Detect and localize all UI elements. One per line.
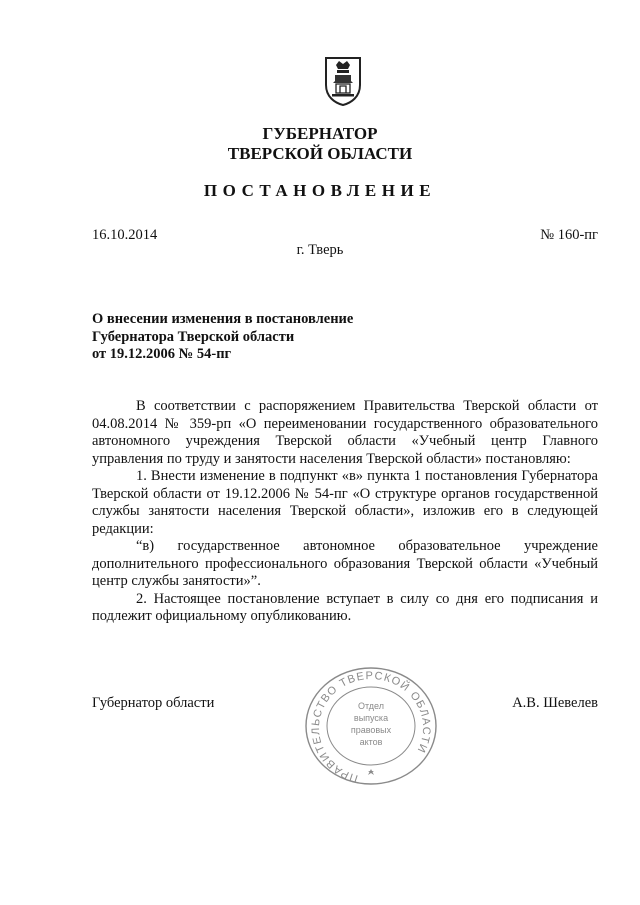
subject-line: О внесении изменения в постановление <box>92 311 354 327</box>
stamp-inner-text: Отдел <box>357 701 385 711</box>
subject-line: от 19.12.2006 № 54-пг <box>92 346 232 362</box>
body-paragraph: 1. Внести изменение в подпункт «в» пункта 1 постановления Губернатора Тверской области от 19.12.2006 № 54-пг «О структуре органов государственной службы занятости населения Тверской области», изложив его в следующей редакции: <box>92 468 598 537</box>
document-city: г. Тверь <box>296 242 344 258</box>
stamp-inner-text: правовых <box>350 725 392 735</box>
document-date: 16.10.2014 <box>92 227 158 243</box>
stamp-inner-text: выпуска <box>353 713 389 723</box>
document-number: № 160-пг <box>540 227 598 243</box>
body-paragraph: 2. Настоящее постановление вступает в силу со дня его подписания и подлежит официальному опубликованию. <box>92 590 598 624</box>
issuer-title: ГУБЕРНАТОР <box>262 124 378 143</box>
document-type: ПОСТАНОВЛЕНИЕ <box>203 181 437 200</box>
issuer-region: ТВЕРСКОЙ ОБЛАСТИ <box>227 144 413 163</box>
subject-line: Губернатора Тверской области <box>92 328 295 345</box>
document-subject <box>92 311 353 364</box>
body-paragraph: “в) государственное автономное образовательное учреждение дополнительного профессионального образования Тверской области «Учебный центр службы занятости»”. <box>92 538 598 589</box>
signatory-position: Губернатор области <box>92 695 215 711</box>
tver-coat-of-arms-icon <box>323 55 363 107</box>
body-paragraph: В соответствии с распоряжением Правительства Тверской области от 04.08.2014 № 359-рп «О переименовании государственного образовательного автономного учреждения Тверской области «Учебный центр Главного управления по труду и занятости населения Тверской области» постановляю: <box>92 398 598 467</box>
stamp-inner-text: актов <box>359 737 383 747</box>
stamp-star-icon <box>368 769 374 775</box>
official-stamp <box>302 665 440 787</box>
signatory-name: А.В. Шевелев <box>512 695 598 711</box>
stamp-ring-text: ПРАВИТЕЛЬСТВО ТВЕРСКОЙ ОБЛАСТИ <box>309 669 433 785</box>
document-body <box>92 398 598 626</box>
